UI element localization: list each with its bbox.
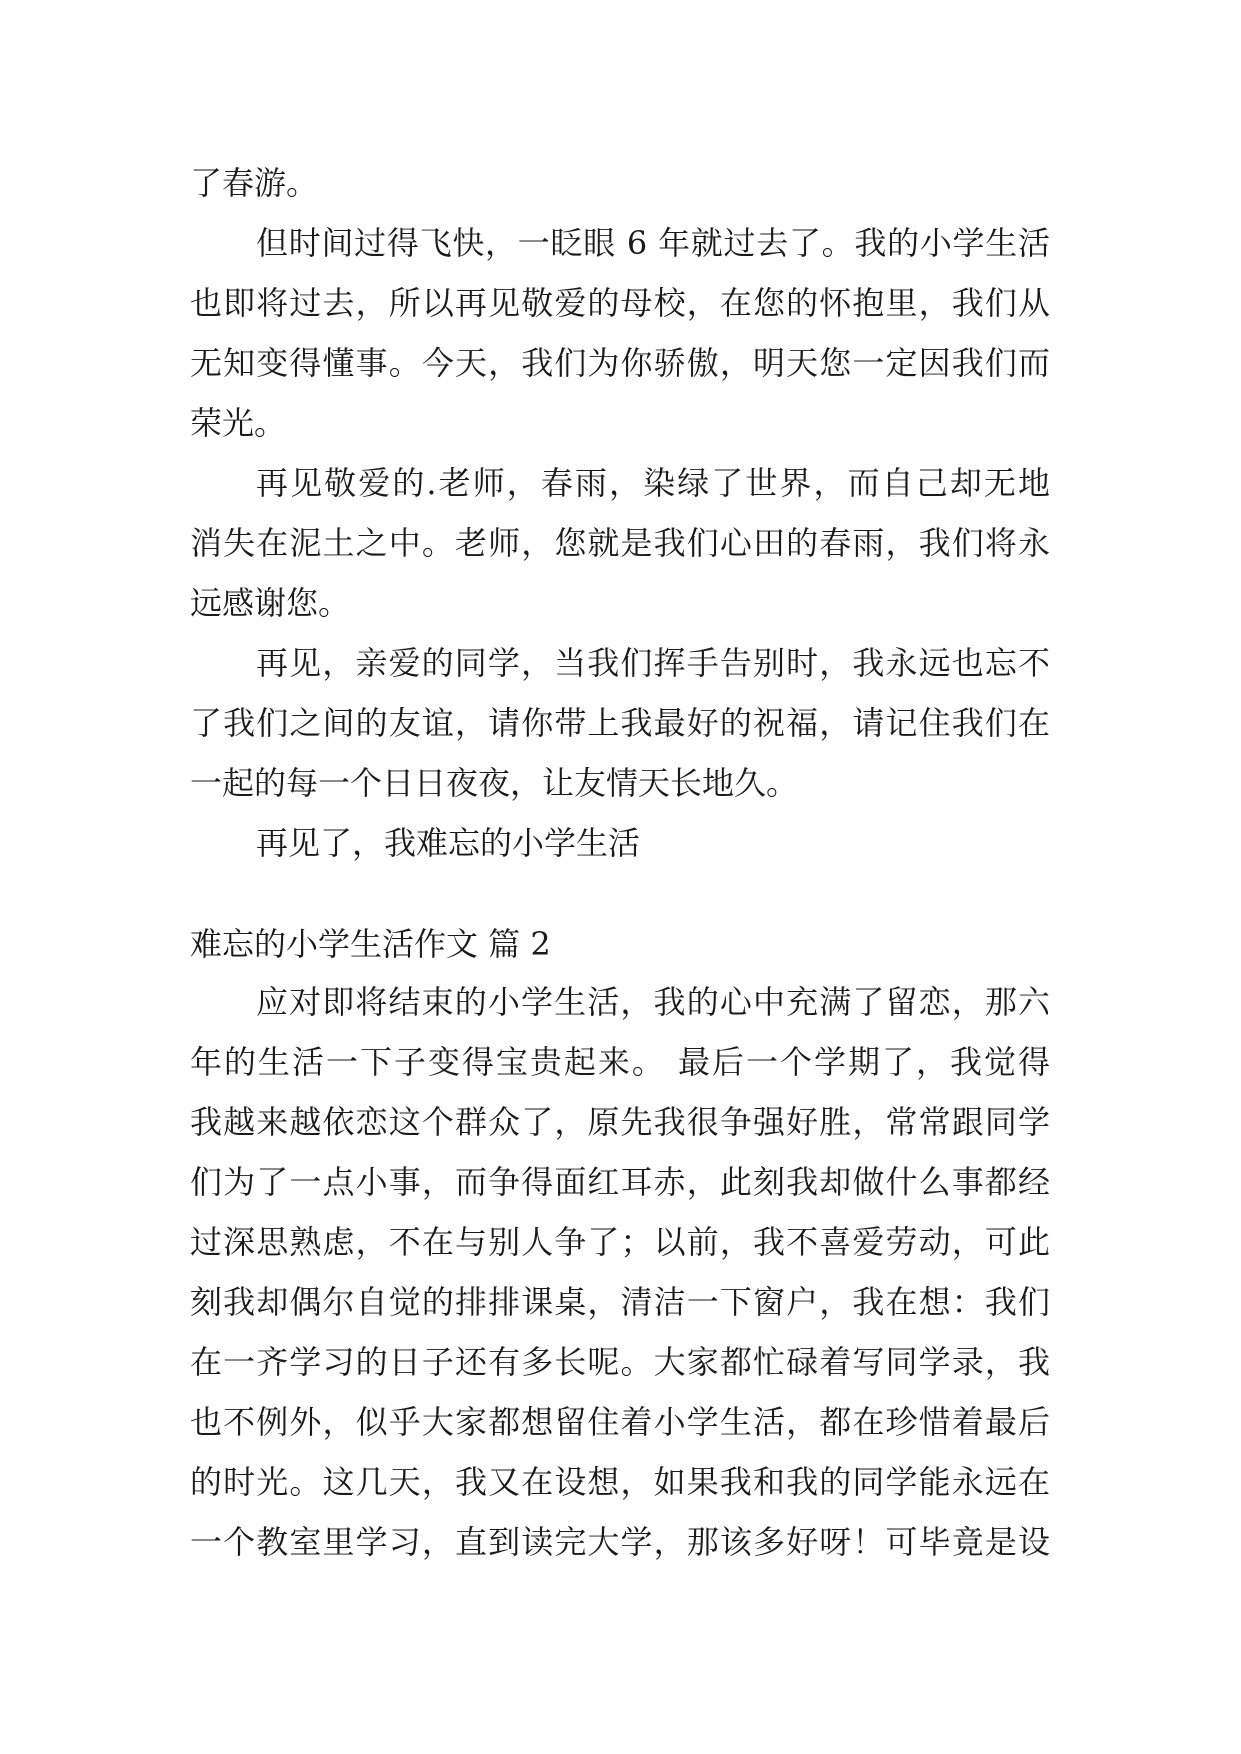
text-line: 也不例外，似乎大家都想留住着小学生活，都在珍惜着最后 [190, 1403, 1050, 1441]
text-line: 但时间过得飞快，一眨眼 6 年就过去了。我的小学生活 [256, 224, 1050, 262]
text-line: 们为了一点小事，而争得面红耳赤，此刻我却做什么事都经 [190, 1163, 1050, 1201]
paragraph [190, 972, 1050, 1572]
text-line: 消失在泥土之中。老师，您就是我们心田的春雨，我们将永 [190, 524, 1050, 562]
text-line: 再见了，我难忘的小学生活 [256, 824, 641, 862]
text-line: 了我们之间的友谊，请你带上我最好的祝福，请记住我们在 [190, 704, 1050, 742]
document-body [190, 153, 1050, 1572]
text-line: 也即将过去，所以再见敬爱的母校，在您的怀抱里，我们从 [190, 284, 1050, 322]
paragraph [190, 633, 1050, 813]
text-line: 过深思熟虑，不在与别人争了；以前，我不喜爱劳动，可此 [190, 1223, 1050, 1261]
paragraph [190, 453, 1050, 633]
section-heading: 难忘的小学生活作文 篇 2 [190, 925, 551, 963]
text-line: 荣光。 [190, 404, 287, 442]
text-line: 再见，亲爱的同学，当我们挥手告别时，我永远也忘不 [256, 644, 1050, 682]
continued-paragraph [190, 153, 1050, 213]
text-line: 的时光。这几天，我又在设想，如果我和我的同学能永远在 [190, 1463, 1050, 1501]
text-line: 了春游。 [190, 164, 319, 202]
text-line: 一个教室里学习，直到读完大学，那该多好呀！可毕竟是设 [190, 1523, 1050, 1561]
paragraph [190, 813, 1050, 873]
paragraph [190, 213, 1050, 453]
text-line: 再见敬爱的.老师，春雨，染绿了世界，而自己却无地 [256, 464, 1050, 502]
text-line: 应对即将结束的小学生活，我的心中充满了留恋，那六 [256, 983, 1050, 1021]
text-line: 远感谢您。 [190, 584, 351, 622]
text-line: 我越来越依恋这个群众了，原先我很争强好胜，常常跟同学 [190, 1103, 1050, 1141]
text-line: 在一齐学习的日子还有多长呢。大家都忙碌着写同学录，我 [190, 1343, 1050, 1381]
text-line: 年的生活一下子变得宝贵起来。 最后一个学期了，我觉得 [190, 1043, 1050, 1081]
text-line: 一起的每一个日日夜夜，让友情天长地久。 [190, 764, 799, 802]
text-line: 刻我却偶尔自觉的排排课桌，清洁一下窗户，我在想：我们 [190, 1283, 1050, 1321]
text-line: 无知变得懂事。今天，我们为你骄傲，明天您一定因我们而 [190, 344, 1050, 382]
